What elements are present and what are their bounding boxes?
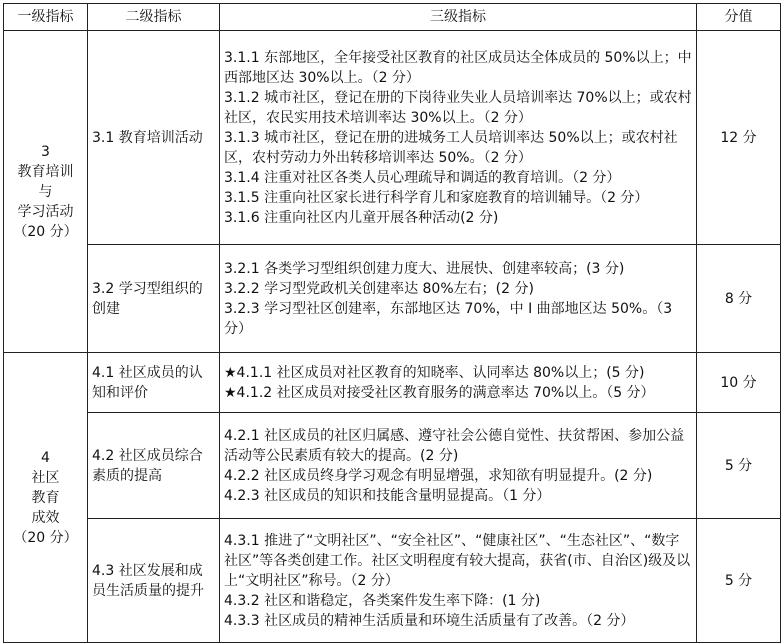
- table-row: [4, 353, 781, 413]
- score-cell: 12 分: [697, 31, 781, 245]
- list-item: 4.2.3 社区成员的知识和技能含量明显提高。（1 分）: [224, 487, 551, 504]
- level1-line: 学习活动: [17, 203, 74, 220]
- list-item: 3.1.4 注重对社区各类人员心理疏导和调适的教育培训。（2 分）: [224, 169, 621, 186]
- level1-line: 教育: [31, 489, 60, 506]
- header-score: 分值: [697, 4, 781, 31]
- level1-line: 成效: [31, 509, 60, 526]
- list-item: 3.2.3 学习型社区创建率，东部地区达 70%，中 I 曲部地区达 50%。（3 分）: [224, 300, 673, 337]
- score-cell: 5 分: [697, 519, 781, 643]
- level3-cell: [220, 413, 697, 519]
- level1-line: 与: [38, 183, 53, 200]
- score-cell: 10 分: [697, 353, 781, 413]
- level2-cell: 4.2 社区成员综合素质的提高: [88, 413, 220, 519]
- level2-cell: 4.1 社区成员的认知和评价: [88, 353, 220, 413]
- level3-cell: [220, 353, 697, 413]
- list-item: 4.2.1 社区成员的社区归属感、遵守社会公德自觉性、扶贫帮困、参加公益活动等公民素质有较大的提高。(2 分): [224, 427, 685, 464]
- level1-line: 教育培训: [17, 163, 74, 180]
- level1-cell-4: [4, 353, 88, 643]
- table-row: [4, 413, 781, 519]
- list-item: ★4.1.1 社区成员对社区教育的知晓率、认同率达 80%以上；(5 分): [224, 364, 645, 381]
- header-row: [4, 4, 781, 31]
- level3-cell: [220, 519, 697, 643]
- list-item: 3.1.5 注重向社区家长进行科学育儿和家庭教育的培训辅导。（2 分）: [224, 189, 649, 206]
- level1-number: 3: [41, 143, 50, 160]
- level1-number: 4: [41, 449, 50, 466]
- header-level1: 一级指标: [4, 4, 88, 31]
- evaluation-table: [3, 3, 781, 643]
- list-item: 4.3.2 社区和谐稳定，各类案件发生率下降：(1 分): [224, 592, 541, 609]
- list-item: 3.2.2 学习型党政机关创建率达 80%左右；(2 分): [224, 280, 534, 297]
- list-item: ★4.1.2 社区成员对接受社区教育服务的满意率达 70%以上。（5 分）: [224, 384, 655, 401]
- list-item: 3.1.2 城市社区，登记在册的下岗待业失业人员培训率达 70%以上；或农村社区，农民实用技术培训率达 30%以上。（2 分）: [224, 89, 692, 126]
- level1-score: （20 分）: [13, 223, 78, 240]
- level1-cell-3: [4, 31, 88, 353]
- list-item: 3.2.1 各类学习型组织创建力度大、进展快、创建率较高；(3 分): [224, 260, 625, 277]
- level2-cell: 4.3 社区发展和成员生活质量的提升: [88, 519, 220, 643]
- level2-cell: 3.1 教育培训活动: [88, 31, 220, 245]
- table-row: [4, 245, 781, 353]
- score-cell: 8 分: [697, 245, 781, 353]
- list-item: 3.1.3 城市社区，登记在册的进城务工人员培训率达 50%以上；或农村社区，农村劳动力外出转移培训率达 50%。（2 分）: [224, 129, 678, 166]
- table-row: [4, 519, 781, 643]
- level3-cell: [220, 31, 697, 245]
- header-level2: 二级指标: [88, 4, 220, 31]
- header-level3: 三级指标: [220, 4, 697, 31]
- list-item: 4.3.1 推进了“文明社区”、“安全社区”、“健康社区”、“生态社区”、“数字社区”等各类创建工作。社区文明程度有较大提高，获省(市、自治区)级及以上“文明社区”称号。（2 分）: [224, 532, 691, 589]
- list-item: 3.1.6 注重向社区内儿童开展各种活动(2 分): [224, 209, 499, 226]
- level1-score: （20 分）: [13, 529, 78, 546]
- level2-cell: 3.2 学习型组织的创建: [88, 245, 220, 353]
- list-item: 4.3.3 社区成员的精神生活质量和环境生活质量有了改善。（2 分）: [224, 612, 635, 629]
- list-item: 3.1.1 东部地区，全年接受社区教育的社区成员达全体成员的 50%以上；中西部地区达 30%以上。（2 分）: [224, 49, 692, 86]
- score-cell: 5 分: [697, 413, 781, 519]
- table-row: [4, 31, 781, 245]
- level3-cell: [220, 245, 697, 353]
- level1-line: 社区: [31, 469, 60, 486]
- list-item: 4.2.2 社区成员终身学习观念有明显增强，求知欲有明显提升。(2 分): [224, 467, 653, 484]
